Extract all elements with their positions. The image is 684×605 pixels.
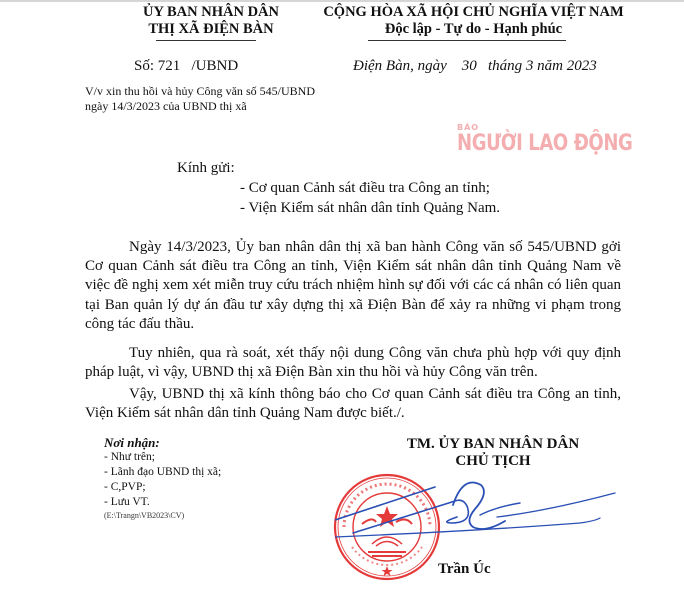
salutation: Kính gửi: xyxy=(177,160,235,176)
place-date: Điện Bàn, ngày 30 tháng 3 năm 2023 xyxy=(353,58,597,74)
watermark-logo: NGƯỜI LAO ĐỘNG xyxy=(457,131,633,156)
issuer-line-1: ỦY BAN NHÂN DÂN xyxy=(142,4,279,20)
motto-underline xyxy=(368,40,566,41)
file-path: (E:\Trangn\VB2023\CV) xyxy=(104,511,185,520)
signature-role: CHỦ TỊCH xyxy=(455,453,531,469)
distribution-item: - C,PVP; xyxy=(104,481,146,493)
subject-line: V/v xin thu hồi và hủy Công văn số 545/UBND ngày 14/3/2023 của UBND thị xã xyxy=(85,84,315,113)
recipient-2: - Viện Kiểm sát nhân dân tỉnh Quảng Nam. xyxy=(240,200,501,216)
recipient-1: - Cơ quan Cảnh sát điều tra Công an tỉnh; xyxy=(240,180,490,196)
handwritten-signature-icon xyxy=(335,475,635,555)
watermark-small: BÁO xyxy=(457,123,480,132)
issuer-line-2: THỊ XÃ ĐIỆN BÀN xyxy=(148,21,274,37)
distribution-item: - Như trên; xyxy=(104,451,155,463)
document-number: Số: 721 /UBND xyxy=(134,58,239,74)
body-paragraph-2: Tuy nhiên, qua rà soát, xét thấy nội dung Công văn chưa phù hợp với quy định pháp luật, vì vậy, UBND thị xã Điện Bàn xin thu hồi và hủy Công văn trên. xyxy=(85,345,621,381)
distribution-title: Nơi nhận: xyxy=(104,435,160,450)
distribution-item: - Lưu VT. xyxy=(104,496,150,508)
issuer-underline xyxy=(156,40,256,41)
signer-name: Trần Úc xyxy=(438,561,491,577)
distribution-item: - Lãnh đạo UBND thị xã; xyxy=(104,466,222,478)
body-paragraph-3: Vậy, UBND thị xã kính thông báo cho Cơ quan Cảnh sát điều tra Công an tỉnh, Viện Kiểm sát nhân dân tỉnh Quảng Nam được biết./. xyxy=(85,386,621,422)
national-motto: Độc lập - Tự do - Hạnh phúc xyxy=(384,21,563,37)
signature-title: TM. ỦY BAN NHÂN DÂN xyxy=(406,436,580,452)
body-paragraph-1: Ngày 14/3/2023, Ủy ban nhân dân thị xã ban hành Công văn số 545/UBND gởi Cơ quan Cảnh sát điều tra Công an tỉnh, Viện Kiểm sát nhân dân tỉnh Quảng Nam về việc đề nghị xem xét miễn truy cứu trách nhiệm hình sự đối với các cá nhân có liên quan tại Ban quản lý dự án đầu tư xây dựng thị xã Điện Bàn để xảy ra những vi phạm trong công tác đấu thầu. xyxy=(85,239,621,332)
top-border xyxy=(0,0,684,2)
national-title: CỘNG HÒA XÃ HỘI CHỦ NGHĨA VIỆT NAM xyxy=(323,4,624,20)
